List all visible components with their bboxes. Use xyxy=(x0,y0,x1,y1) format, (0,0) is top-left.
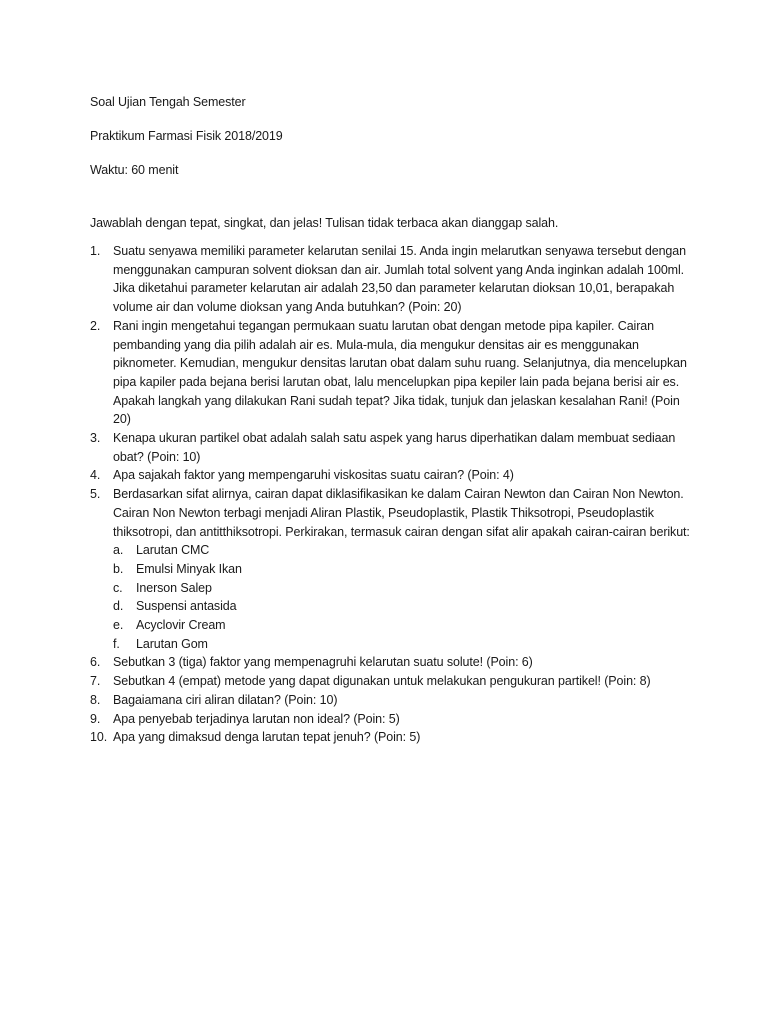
sub-letter: d. xyxy=(113,599,124,614)
question-item-6 xyxy=(90,653,690,672)
sub-letter: c. xyxy=(113,580,123,595)
exam-duration: Waktu: 60 menit xyxy=(90,163,179,177)
sub-item-a xyxy=(113,541,690,560)
question-text: Sebutkan 3 (tiga) faktor yang mempenagruhi kelarutan suatu solute! (Poin: 6) xyxy=(113,655,533,670)
sub-item-f xyxy=(113,635,690,654)
sub-question-list xyxy=(113,541,690,653)
sub-item-e xyxy=(113,616,690,635)
question-number: 5. xyxy=(90,487,101,502)
question-item-4 xyxy=(90,466,690,485)
question-item-7 xyxy=(90,672,690,691)
question-number: 4. xyxy=(90,468,101,483)
sub-text: Acyclovir Cream xyxy=(136,618,226,633)
exam-document xyxy=(90,93,690,747)
question-text: Bagaiamana ciri aliran dilatan? (Poin: 10) xyxy=(113,692,338,707)
question-text: Sebutkan 4 (empat) metode yang dapat digunakan untuk melakukan pengukuran partikel! (Poin: 8) xyxy=(113,674,651,689)
question-list xyxy=(90,242,690,747)
question-number: 7. xyxy=(90,674,101,689)
question-text: Rani ingin mengetahui tegangan permukaan suatu larutan obat dengan metode pipa kapiler. Cairan pembanding yang dia pilih adalah air es. Mula-mula, dia mengukur densitas air es menggunakan piknometer. Kemudian, mengukur densitas larutan obat dalam suhu ruang. Selanjutnya, dia mencelupkan pipa kapiler pada bejana berisi larutan obat, lalu mencelupkan pipa kepiler lain pada bejana berisi air es. Apakah langkah yang dilakukan Rani sudah tepat? Jika tidak, tunjuk dan jelaskan kesalahan Rani! (Poin 20) xyxy=(113,318,687,427)
sub-letter: a. xyxy=(113,543,124,558)
question-item-10 xyxy=(90,728,690,747)
question-item-3 xyxy=(90,429,690,466)
exam-instruction: Jawablah dengan tepat, singkat, dan jelas! Tulisan tidak terbaca akan dianggap salah. xyxy=(90,216,559,230)
question-item-5 xyxy=(90,485,690,653)
sub-text: Emulsi Minyak Ikan xyxy=(136,561,242,576)
question-text: Apa yang dimaksud denga larutan tepat jenuh? (Poin: 5) xyxy=(113,730,421,745)
question-number: 1. xyxy=(90,244,101,258)
question-item-1 xyxy=(90,242,690,317)
sub-text: Larutan Gom xyxy=(136,636,208,651)
course-name: Praktikum Farmasi Fisik 2018/2019 xyxy=(90,129,283,143)
sub-item-c xyxy=(113,579,690,598)
sub-letter: e. xyxy=(113,618,124,633)
question-number: 9. xyxy=(90,711,101,726)
sub-letter: b. xyxy=(113,561,124,576)
sub-letter: f. xyxy=(113,636,120,651)
sub-text: Suspensi antasida xyxy=(136,599,237,614)
question-text: Kenapa ukuran partikel obat adalah salah satu aspek yang harus diperhatikan dalam membuat sediaan obat? (Poin: 10) xyxy=(113,431,676,464)
question-text: Berdasarkan sifat alirnya, cairan dapat diklasifikasikan ke dalam Cairan Newton dan Cairan Non Newton. Cairan Non Newton terbagi menjadi Aliran Plastik, Pseudoplastik, Plastik Thiksotropi, Pseudoplastik thiksotropi, dan antitthiksotropi. Perkirakan, termasuk cairan dengan sifat alir apakah cairan-cairan berikut: xyxy=(113,487,690,539)
question-text: Apa sajakah faktor yang mempengaruhi viskositas suatu cairan? (Poin: 4) xyxy=(113,468,514,483)
question-item-2 xyxy=(90,317,690,429)
question-text: Suatu senyawa memiliki parameter kelarutan senilai 15. Anda ingin melarutkan senyawa tersebut dengan menggunakan campuran solvent dioksan dan air. Jumlah total solvent yang Anda inginkan adalah 100ml. Jika diketahui parameter kelarutan air adalah 23,50 dan parameter kelarutan dioksan 10,01, berapakah volume air dan volume dioksan yang Anda butuhkan? (Poin: 20) xyxy=(113,244,686,315)
question-number: 2. xyxy=(90,318,101,333)
question-number: 3. xyxy=(90,431,101,446)
question-number: 6. xyxy=(90,655,101,670)
question-number: 8. xyxy=(90,692,101,707)
exam-title: Soal Ujian Tengah Semester xyxy=(90,95,246,109)
sub-text: Inerson Salep xyxy=(136,580,212,595)
question-number: 10. xyxy=(90,730,108,745)
sub-text: Larutan CMC xyxy=(136,543,210,558)
sub-item-d xyxy=(113,597,690,616)
question-text: Apa penyebab terjadinya larutan non ideal? (Poin: 5) xyxy=(113,711,400,726)
sub-item-b xyxy=(113,560,690,579)
question-item-9 xyxy=(90,710,690,729)
question-item-8 xyxy=(90,691,690,710)
